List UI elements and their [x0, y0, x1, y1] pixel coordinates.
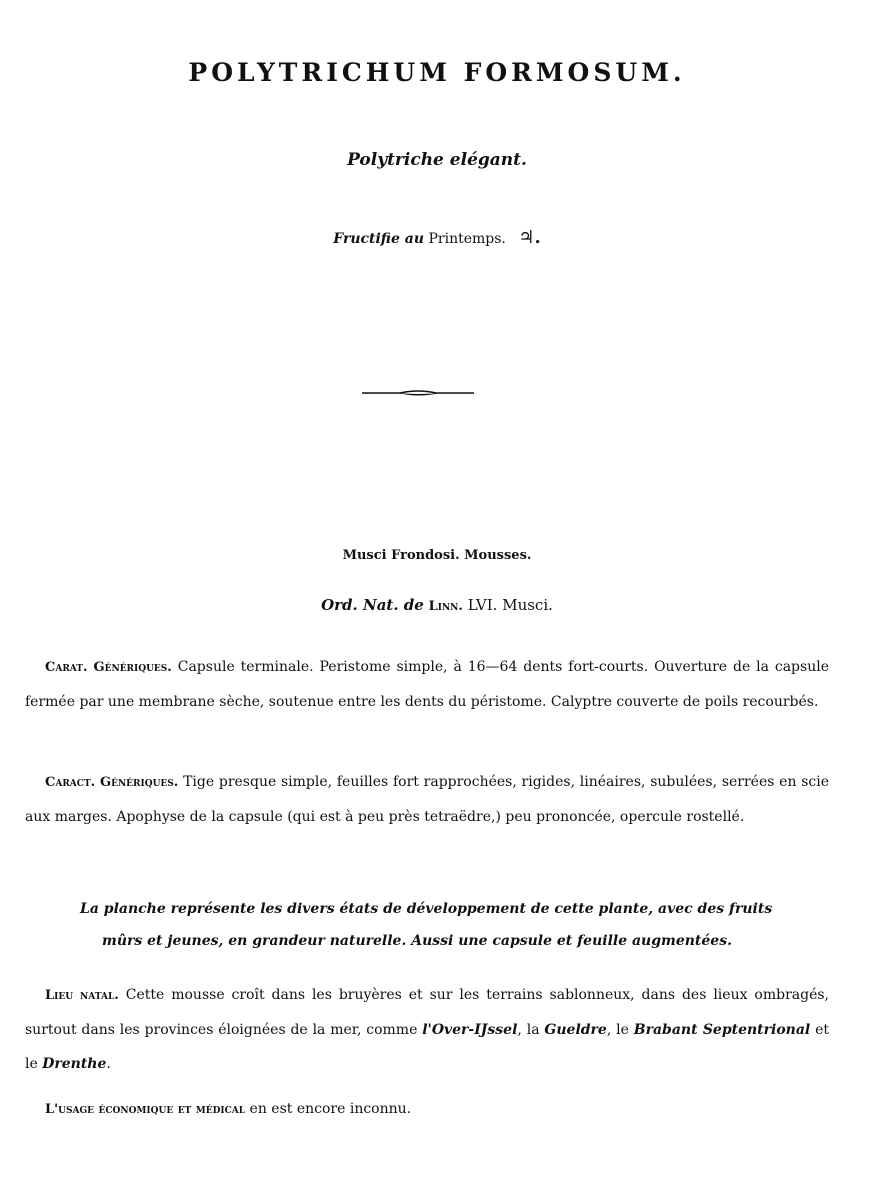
place-name: Gueldre: [544, 1022, 607, 1038]
plate-description: [80, 893, 830, 957]
place-name: Drenthe: [42, 1056, 107, 1072]
season-line: [0, 227, 874, 248]
order-heading: Musci Frondosi. Mousses.: [342, 548, 532, 563]
separator: , le: [606, 1022, 629, 1038]
paragraph-text: Capsule terminale. Peristome simple, à 16—64 dents fort-courts. Ouverture de la capsule fermée par une membrane sèche, soutenue entre les dents du péristome. Calyptre couverte de poils recourbés.: [25, 659, 829, 710]
paragraph-habitat: [25, 978, 829, 1081]
perennial-symbol: ♃.: [518, 227, 541, 248]
place-name: l'Over-IJssel: [422, 1022, 518, 1038]
paragraph-usage: [25, 1092, 829, 1127]
paragraph-lead: Lieu natal.: [45, 988, 119, 1003]
page-subtitle: Polytriche elégant.: [347, 150, 527, 170]
separator: .: [106, 1056, 111, 1072]
paragraph-generic-characters-1: [25, 650, 829, 719]
paragraph-text: Tige presque simple, feuilles fort rapprochées, rigides, linéaires, subulées, serrées en scie aux marges. Apophyse de la capsule (qui est à peu près tetraëdre,) peu prononcée, opercule rostellé.: [25, 774, 829, 825]
season-text: Printemps.: [428, 231, 506, 247]
separator: et le: [25, 1022, 830, 1072]
order-author: Linn.: [428, 599, 463, 614]
order-italic: Ord. Nat. de: [321, 596, 424, 614]
ornamental-rule: [362, 386, 474, 400]
linnaean-order: [0, 596, 874, 614]
paragraph-generic-characters-2: [25, 765, 829, 834]
page-title: POLYTRICHUM FORMOSUM.: [188, 58, 686, 87]
plate-line-2: mûrs et jeunes, en grandeur naturelle. Aussi une capsule et feuille augmentées.: [102, 933, 732, 949]
plate-line-1: La planche représente les divers états de développement de cette plante, avec des fruits: [80, 901, 773, 917]
season-italic: Fructifie au: [333, 231, 425, 247]
paragraph-lead: L'usage économique et médical: [45, 1102, 246, 1117]
paragraph-lead: Carat. Génériques.: [45, 660, 172, 675]
separator: , la: [517, 1022, 540, 1038]
place-name: Brabant Septentrional: [633, 1022, 811, 1038]
order-text: LVI. Musci.: [467, 596, 553, 614]
paragraph-lead: Caract. Génériques.: [45, 775, 179, 790]
paragraph-text: Cette mousse croît dans les bruyères et sur les terrains sablonneux, dans des lieux ombragés, surtout dans les provinces éloignées de la mer, comme: [25, 987, 829, 1038]
paragraph-text: en est encore inconnu.: [249, 1101, 412, 1117]
